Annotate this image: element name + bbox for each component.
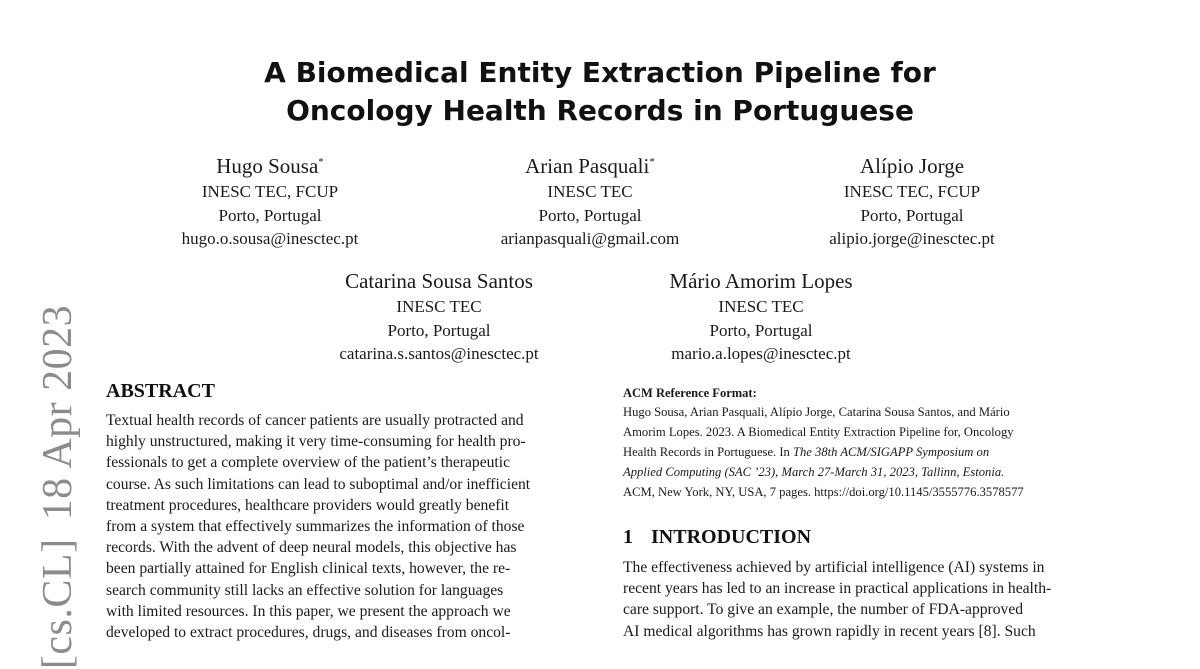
acm-reference-line: Amorim Lopes. 2023. A Biomedical Entity Extraction Pipeline for, Oncology [623,424,1014,439]
title-line-1: A Biomedical Entity Extraction Pipeline for [264,56,936,89]
abstract-line: highly unstructured, making it very time-consuming for health pro- [106,433,526,451]
author-name: Hugo Sousa* [216,154,324,178]
author-location: Porto, Portugal [218,205,322,225]
venue-italic: Applied Computing (SAC ’23), March 27-March 31, 2023, Tallinn, Estonia. [623,464,1005,479]
abstract-line: search community still lacks an effective solution for languages [106,581,504,599]
abstract-line: been partially attained for English clinical texts, however, the re- [106,560,511,578]
author-email[interactable]: hugo.o.sousa@inesctec.pt [181,229,359,248]
abstract-line: from a system that effectively summarizes the information of those [106,518,525,536]
abstract-body [106,410,530,643]
author-location: Porto, Portugal [709,320,813,340]
abstract-line: course. As such limitations can lead to suboptimal and/or inefficient [106,475,531,493]
author-block [440,154,740,251]
abstract-line: records. With the advent of deep neural models, this objective has [106,539,517,557]
author-block [289,269,589,366]
introduction-line: AI medical algorithms has grown rapidly in recent years [8]. Such [623,622,1036,640]
equal-contribution-mark: * [649,156,655,168]
arxiv-category: [cs.CL] [35,538,81,669]
introduction-line: recent years has led to an increase in practical applications in health- [623,580,1052,598]
section-title: INTRODUCTION [651,526,812,548]
arxiv-side-stamp [34,287,82,669]
author-email[interactable]: mario.a.lopes@inesctec.pt [671,344,851,363]
author-block [120,154,420,251]
equal-contribution-mark: * [318,156,324,168]
author-name: Arian Pasquali* [525,154,655,178]
author-block [762,154,1062,251]
introduction-line: The effectiveness achieved by artificial intelligence (AI) systems in [623,559,1045,576]
author-email[interactable]: alipio.jorge@inesctec.pt [829,229,995,248]
section-number: 1 [623,526,633,548]
author-location: Porto, Portugal [538,205,642,225]
author-email[interactable]: catarina.s.santos@inesctec.pt [339,344,539,363]
author-location: Porto, Portugal [387,320,491,340]
acm-reference-body [623,403,1024,503]
author-affiliation: INESC TEC [718,297,804,316]
introduction-body [623,557,1051,642]
title-line-2: Oncology Health Records in Portuguese [286,94,914,127]
paper-title [0,54,1200,130]
acm-reference-line [623,463,1024,483]
author-name: Mário Amorim Lopes [669,269,853,293]
abstract-heading: ABSTRACT [106,380,215,402]
arxiv-date: 18 Apr 2023 [35,304,81,521]
author-name: Catarina Sousa Santos [345,269,533,293]
acm-reference-line: Hugo Sousa, Arian Pasquali, Alípio Jorge, Catarina Sousa Santos, and Mário [623,405,1010,419]
acm-reference-line: Health Records in Portuguese. In The 38th ACM/SIGAPP Symposium on [623,444,990,459]
abstract-line: Textual health records of cancer patients are usually protracted and [106,412,524,429]
acm-reference-heading: ACM Reference Format: [623,386,757,400]
author-affiliation: INESC TEC [547,182,633,201]
author-affiliation: INESC TEC, FCUP [201,182,339,201]
author-location: Porto, Portugal [860,205,964,225]
introduction-line: care support. To give an example, the number of FDA-approved [623,601,1024,619]
author-name: Alípio Jorge [859,154,965,178]
author-block [611,269,911,366]
venue-italic: The 38th ACM/SIGAPP Symposium on [792,444,990,459]
abstract-line: fessionals to get a complete overview of the patient’s therapeutic [106,454,510,472]
author-email[interactable]: arianpasquali@gmail.com [500,229,680,248]
introduction-heading [623,526,811,549]
abstract-line: treatment procedures, healthcare providers would greatly benefit [106,496,510,514]
author-affiliation: INESC TEC, FCUP [843,182,981,201]
abstract-line: with limited resources. In this paper, we present the approach we [106,602,511,620]
author-affiliation: INESC TEC [396,297,482,316]
abstract-line: developed to extract procedures, drugs, and diseases from oncol- [106,624,511,642]
acm-reference-doi-line[interactable]: ACM, New York, NY, USA, 7 pages. https://doi.org/10.1145/3555776.3578577 [623,484,1024,499]
